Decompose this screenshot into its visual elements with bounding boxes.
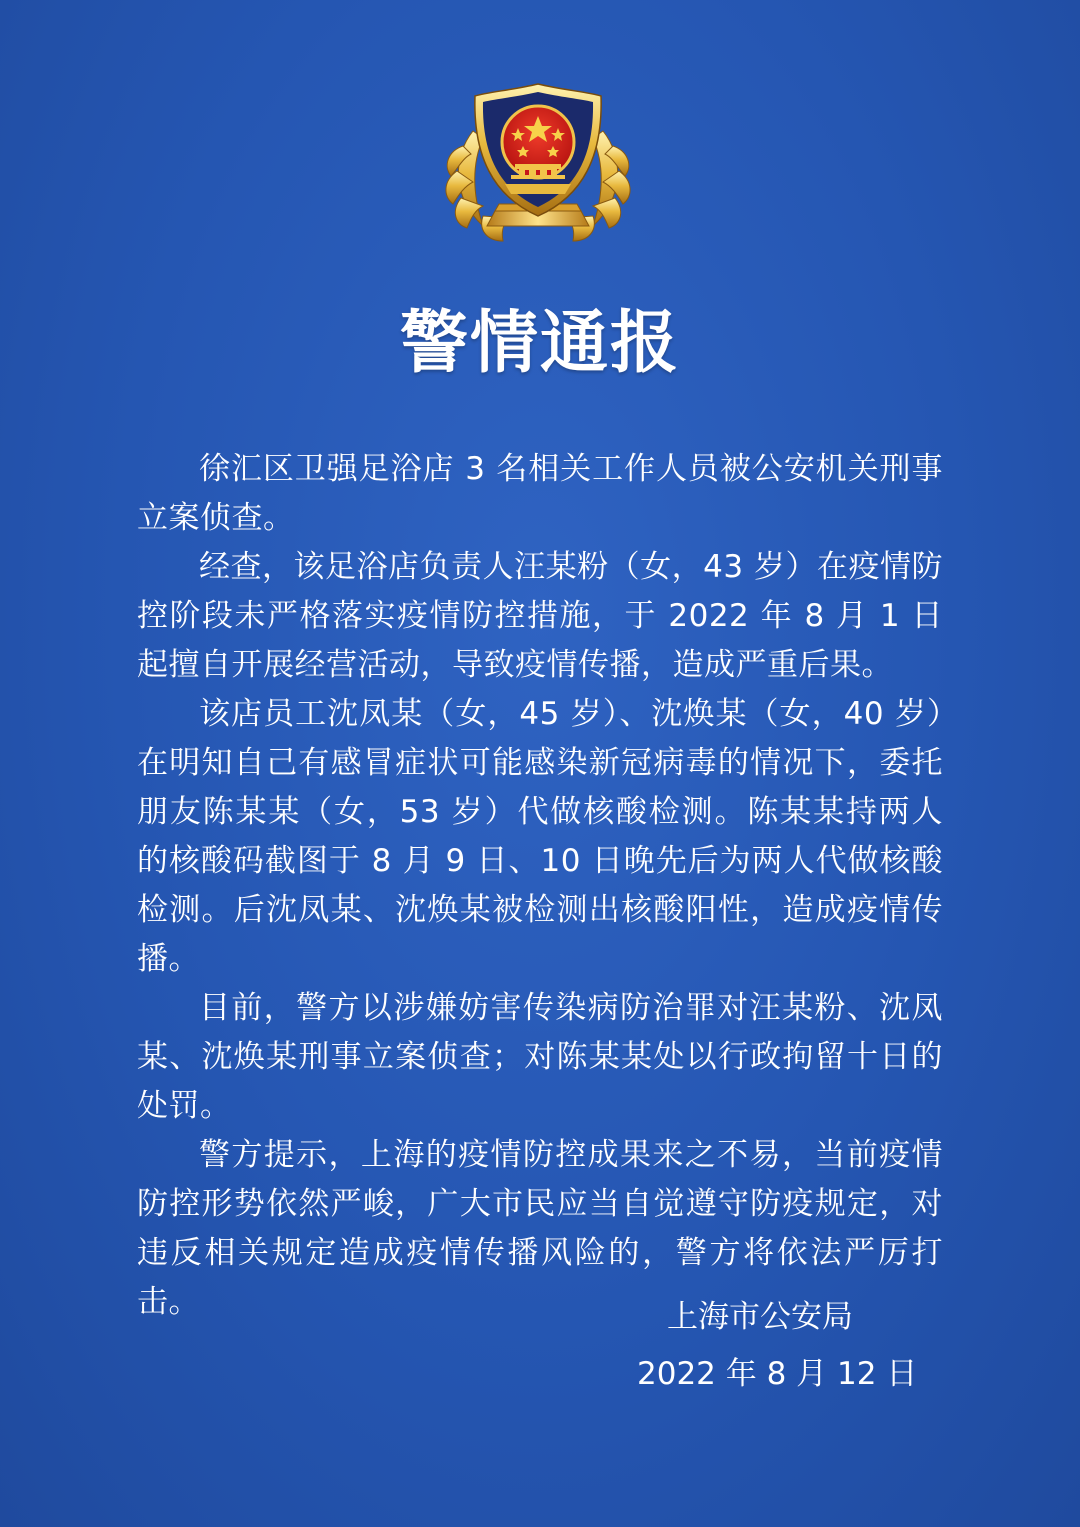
notice-body: [137, 445, 943, 1327]
paragraph-1: 徐汇区卫强足浴店 3 名相关工作人员被公安机关刑事立案侦查。: [137, 451, 943, 536]
page-title: 警情通报: [399, 304, 680, 383]
police-badge-icon: [443, 76, 633, 261]
issue-date: 2022 年 8 月 12 日: [637, 1356, 918, 1392]
paragraph-5: 警方提示，上海的疫情防控成果来之不易，当前疫情防控形势依然严峻，广大市民应当自觉遵守防疫规定，对违反相关规定造成疫情传播风险的，警方将依法严厉打击。: [137, 1137, 943, 1320]
paragraph-3: 该店员工沈凤某（女，45 岁）、沈焕某（女，40 岁）在明知自己有感冒症状可能感染新冠病毒的情况下，委托朋友陈某某（女，53 岁）代做核酸检测。陈某某持两人的核酸码截图于 8 月 9 日、10 日晚先后为两人代做核酸检测。后沈凤某、沈焕某被检测出核酸阳性，造成疫情传播。: [137, 696, 943, 977]
paragraph-2: 经查，该足浴店负责人汪某粉（女，43 岁）在疫情防控阶段未严格落实疫情防控措施，于 2022 年 8 月 1 日起擅自开展经营活动，导致疫情传播，造成严重后果。: [137, 549, 943, 683]
paragraph-4: 目前，警方以涉嫌妨害传染病防治罪对汪某粉、沈凤某、沈焕某刑事立案侦查；对陈某某处以行政拘留十日的处罚。: [137, 990, 943, 1124]
issuing-organization: 上海市公安局: [667, 1299, 853, 1335]
